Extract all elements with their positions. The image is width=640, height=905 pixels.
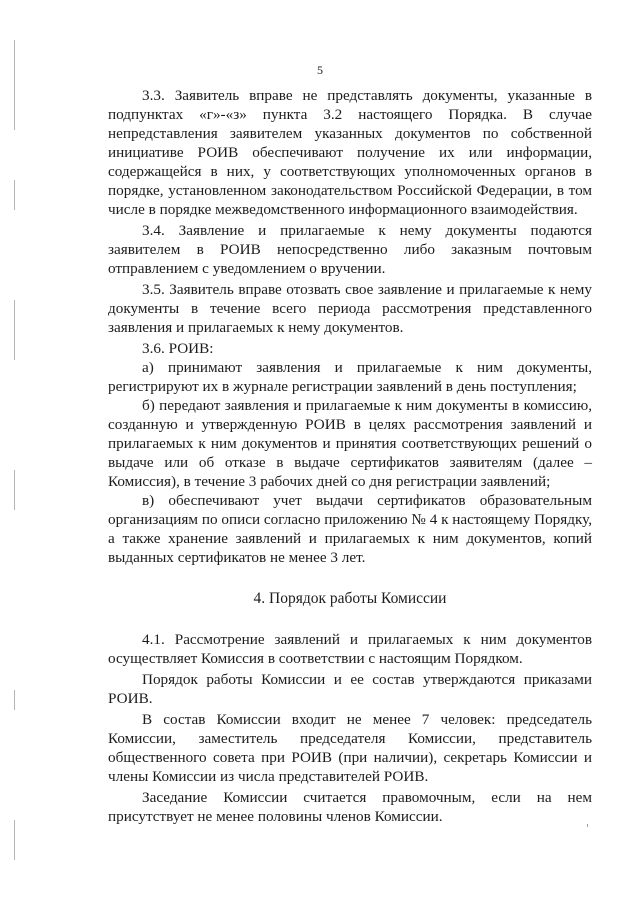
section-heading: 4. Порядок работы Комиссии	[253, 590, 447, 607]
list-item-v: в) обеспечивают учет выдачи сертификатов образовательным организациям по описи согласно приложению № 4 к настоящему Порядку, а также хранение заявлений и прилагаемых к ним документов, копий выданных сертификатов не менее 3 лет.	[108, 492, 592, 566]
page-number: 5	[317, 63, 323, 77]
paragraph-3-6: 3.6. РОИВ:	[142, 340, 214, 357]
list-item-b: б) передают заявления и прилагаемые к ним документы в комиссию, созданную и утвержденную РОИВ в целях рассмотрения заявлений и прилагаемых к ним документов и принятия соответствующих решений о выдаче или об отказе в выдаче сертификатов заявителям (далее – Комиссия), в течение 3 рабочих дней со дня регистрации заявлений;	[108, 397, 592, 490]
scan-mark	[14, 820, 15, 860]
scan-mark	[14, 40, 15, 130]
scan-mark	[14, 180, 15, 210]
paragraph-4-1: 4.1. Рассмотрение заявлений и прилагаемых к ним документов осуществляет Комиссия в соответствии с настоящим Порядком.	[108, 631, 592, 667]
paragraph-commission-composition: В состав Комиссии входит не менее 7 человек: председатель Комиссии, заместитель председателя Комиссии, представитель общественного совета при РОИВ (при наличии), секретарь Комиссии и члены Комиссии из числа представителей РОИВ.	[108, 711, 592, 785]
paragraph-commission-order: Порядок работы Комиссии и ее состав утверждаются приказами РОИВ.	[108, 671, 592, 707]
scan-mark	[14, 690, 15, 710]
document-body	[108, 86, 592, 826]
paragraph-3-4: 3.4. Заявление и прилагаемые к нему документы подаются заявителем в РОИВ непосредственно либо заказным почтовым отправлением с уведомлением о вручении.	[108, 222, 592, 277]
paragraph-quorum: Заседание Комиссии считается правомочным, если на нем присутствует не менее половины членов Комиссии.	[108, 789, 592, 825]
paragraph-3-5: 3.5. Заявитель вправе отозвать свое заявление и прилагаемые к нему документы в течение всего периода рассмотрения представленного заявления и прилагаемых к нему документов.	[108, 281, 592, 336]
scan-mark	[14, 470, 15, 510]
paragraph-3-3: 3.3. Заявитель вправе не представлять документы, указанные в подпунктах «г»-«з» пункта 3.2 настоящего Порядка. В случае непредставления заявителем указанных документов по собственной инициативе РОИВ обеспечивают получение их или информации, содержащейся в них, у соответствующих уполномоченных органов в порядке, установленном законодательством Российской Федерации, в том числе в порядке межведомственного информационного взаимодействия.	[108, 87, 592, 218]
list-item-a: а) принимают заявления и прилагаемые к ним документы, регистрируют их в журнале регистрации заявлений в день поступления;	[108, 359, 592, 395]
scan-mark	[14, 300, 15, 360]
